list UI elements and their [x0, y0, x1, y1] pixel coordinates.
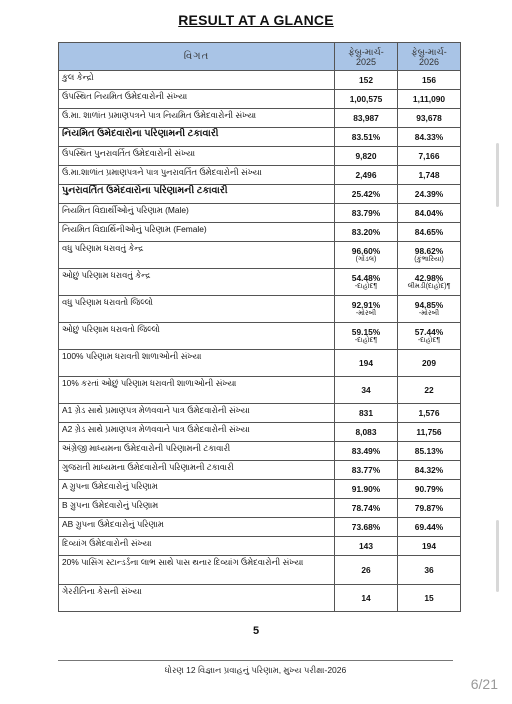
- row-label: ગુજરાતી માધ્યમના ઉમેદવારોની પરિણામની ટકાવારી: [59, 461, 335, 480]
- value-main: 59.15%: [351, 327, 381, 337]
- table-header-row: [59, 43, 461, 71]
- value-2025: 91.90%: [335, 480, 398, 499]
- value-2025: 194: [335, 350, 398, 377]
- value-main: 57.44%: [414, 327, 444, 337]
- table-row: [59, 423, 461, 442]
- value-2025: [335, 323, 398, 350]
- row-label: અંગ્રેજી માધ્યમના ઉમેદવારોની પરિણામની ટકાવારી: [59, 442, 335, 461]
- value-main: 92.91%: [351, 300, 381, 310]
- value-2026: 209: [398, 350, 461, 377]
- row-label: ઉપસ્થિત નિયમિત ઉમેદવારોની સંખ્યા: [59, 90, 335, 109]
- value-2025: 9,820: [335, 147, 398, 166]
- row-label: નિયમિત ઉમેદવારોના પરિણામની ટકાવારી: [59, 128, 335, 147]
- value-2026: 24.39%: [398, 185, 461, 204]
- table-row: [59, 404, 461, 423]
- table-row: [59, 377, 461, 404]
- table-row: [59, 269, 461, 296]
- value-2025: 83.20%: [335, 223, 398, 242]
- value-2026: 84.04%: [398, 204, 461, 223]
- row-label: A ગ્રુપના ઉમેદવારોનું પરિણામ: [59, 480, 335, 499]
- value-2025: 2,496: [335, 166, 398, 185]
- page-footer: ધોરણ 12 વિજ્ઞાન પ્રવાહનું પરિણામ, મુખ્ય પરીક્ષા-2026: [164, 665, 347, 675]
- row-label: ઉ.મા.શાળાંત પ્રમાણપત્રને પાત્ર પુનરાવર્તિત ઉમેદવારોની સંખ્યા: [59, 166, 335, 185]
- row-label: ઉપસ્થિત પુનરાવર્તિત ઉમેદવારોની સંખ્યા: [59, 147, 335, 166]
- row-label: નિયમિત વિદ્યાર્થીઓનું પરિણામ (Male): [59, 204, 335, 223]
- table-row: [59, 90, 461, 109]
- value-main: 94.85%: [414, 300, 444, 310]
- table-row: [59, 499, 461, 518]
- value-2026: 22: [398, 377, 461, 404]
- row-label: પુનરાવર્તિત ઉમેદવારોના પરિણામની ટકાવારી: [59, 185, 335, 204]
- table-row: [59, 71, 461, 90]
- value-2025: 14: [335, 585, 398, 612]
- footer-divider: [58, 660, 453, 661]
- result-table: [58, 42, 461, 612]
- value-2026: 194: [398, 537, 461, 556]
- value-2026: 11,756: [398, 423, 461, 442]
- table-row: [59, 537, 461, 556]
- table-row: [59, 242, 461, 269]
- value-sub: -દાહોદ¶: [417, 337, 441, 344]
- value-2026: 84.65%: [398, 223, 461, 242]
- table-row: [59, 296, 461, 323]
- value-main: 42.98%: [414, 273, 444, 283]
- row-label: B ગ્રુપના ઉમેદવારોનું પરિણામ: [59, 499, 335, 518]
- value-2025: 83.49%: [335, 442, 398, 461]
- row-label: AB ગ્રુપના ઉમેદવારોનું પરિણામ: [59, 518, 335, 537]
- value-2025: [335, 269, 398, 296]
- value-2025: 25.42%: [335, 185, 398, 204]
- row-label: વધુ પરિણામ ધરાવતો જિલ્લો: [59, 296, 335, 323]
- scrollbar-thumb-lower[interactable]: [496, 520, 499, 592]
- value-2025: 34: [335, 377, 398, 404]
- page-number: 5: [252, 625, 260, 637]
- value-2026: 15: [398, 585, 461, 612]
- value-2026: 7,166: [398, 147, 461, 166]
- value-2026: [398, 323, 461, 350]
- value-2026: 93,678: [398, 109, 461, 128]
- value-2026: [398, 242, 461, 269]
- value-2026: 79.87%: [398, 499, 461, 518]
- value-2026: 1,11,090: [398, 90, 461, 109]
- value-2026: 1,748: [398, 166, 461, 185]
- table-row: [59, 223, 461, 242]
- row-label: ઓછું પરિણામ ધરાવતું કેન્દ્ર: [59, 269, 335, 296]
- value-2026: 69.44%: [398, 518, 461, 537]
- value-2025: [335, 242, 398, 269]
- page-title: RESULT AT A GLANCE: [178, 12, 334, 28]
- value-2026: [398, 296, 461, 323]
- table-row: [59, 204, 461, 223]
- table-row: [59, 461, 461, 480]
- header-2026: ફેબ્રુ-માર્ચ- 2026: [398, 43, 461, 71]
- row-label: વધુ પરિણામ ધરાવતું કેન્દ્ર: [59, 242, 335, 269]
- row-label: 10% કરતાં ઓછું પરિણામ ધરાવતી શાળાઓની સંખ્યા: [59, 377, 335, 404]
- table-row: [59, 185, 461, 204]
- value-2026: 90.79%: [398, 480, 461, 499]
- value-2026: 85.13%: [398, 442, 461, 461]
- value-main: 98.62%: [414, 246, 444, 256]
- value-main: 96.60%: [351, 246, 381, 256]
- table-row: [59, 480, 461, 499]
- row-label: નિયમિત વિદ્યાર્થિનીઓનું પરિણામ (Female): [59, 223, 335, 242]
- value-sub: (ગોંડલ): [355, 256, 377, 263]
- row-label: 100% પરિણામ ધરાવતી શાળાઓની સંખ્યા: [59, 350, 335, 377]
- value-2025: 8,083: [335, 423, 398, 442]
- value-2026: 156: [398, 71, 461, 90]
- value-sub: લીમડી(દાહોદ)¶: [407, 283, 451, 290]
- value-2025: 152: [335, 71, 398, 90]
- table-row: [59, 556, 461, 585]
- value-2025: 1,00,575: [335, 90, 398, 109]
- row-label: ઉ.મા. શાળાંત પ્રમાણપત્રને પાત્ર નિયમિત ઉમેદવારોની સંખ્યા: [59, 109, 335, 128]
- row-label: 20% પાસિંગ સ્ટાન્ડર્ડના લાભ સાથે પાસ થનાર દિવ્યાંગ ઉમેદવારોની સંખ્યા: [59, 556, 335, 585]
- header-2025: ફેબ્રુ-માર્ચ- 2025: [335, 43, 398, 71]
- value-2026: [398, 269, 461, 296]
- table-row: [59, 442, 461, 461]
- value-sub: -મોરબી: [355, 310, 377, 317]
- value-2025: [335, 296, 398, 323]
- value-2025: 83,987: [335, 109, 398, 128]
- table-row: [59, 166, 461, 185]
- value-2026: 84.32%: [398, 461, 461, 480]
- table-row: [59, 128, 461, 147]
- value-2025: 73.68%: [335, 518, 398, 537]
- row-label: A1 ગ્રેડ સાથે પ્રમાણપત્ર મેળવવાને પાત્ર ઉમેદવારોની સંખ્યા: [59, 404, 335, 423]
- header-detail: વિગત: [59, 43, 335, 71]
- value-sub: -દાહોદ¶: [354, 283, 378, 290]
- value-2026: 1,576: [398, 404, 461, 423]
- value-sub: -દાહોદ¶: [354, 337, 378, 344]
- table-row: [59, 350, 461, 377]
- value-2026: 36: [398, 556, 461, 585]
- value-2025: 83.51%: [335, 128, 398, 147]
- value-main: 54.48%: [351, 273, 381, 283]
- row-label: કુલ કેન્દ્રો: [59, 71, 335, 90]
- value-2026: 84.33%: [398, 128, 461, 147]
- scrollbar-thumb[interactable]: [496, 143, 499, 207]
- row-label: ગેરરીતિના કેસની સંખ્યા: [59, 585, 335, 612]
- value-2025: 831: [335, 404, 398, 423]
- row-label: દિવ્યાંગ ઉમેદવારોની સંખ્યા: [59, 537, 335, 556]
- value-2025: 143: [335, 537, 398, 556]
- table-row: [59, 109, 461, 128]
- value-2025: 78.74%: [335, 499, 398, 518]
- value-2025: 26: [335, 556, 398, 585]
- table-row: [59, 585, 461, 612]
- table-row: [59, 147, 461, 166]
- value-2025: 83.79%: [335, 204, 398, 223]
- value-sub: (કુંભારિયા): [414, 256, 444, 263]
- page-indicator: 6/21: [470, 676, 498, 692]
- table-row: [59, 518, 461, 537]
- value-2025: 83.77%: [335, 461, 398, 480]
- row-label: ઓછું પરિણામ ધરાવતો જિલ્લો: [59, 323, 335, 350]
- table-row: [59, 323, 461, 350]
- row-label: A2 ગ્રેડ સાથે પ્રમાણપત્ર મેળવવાને પાત્ર ઉમેદવારોની સંખ્યા: [59, 423, 335, 442]
- value-sub: -મોરબી: [418, 310, 440, 317]
